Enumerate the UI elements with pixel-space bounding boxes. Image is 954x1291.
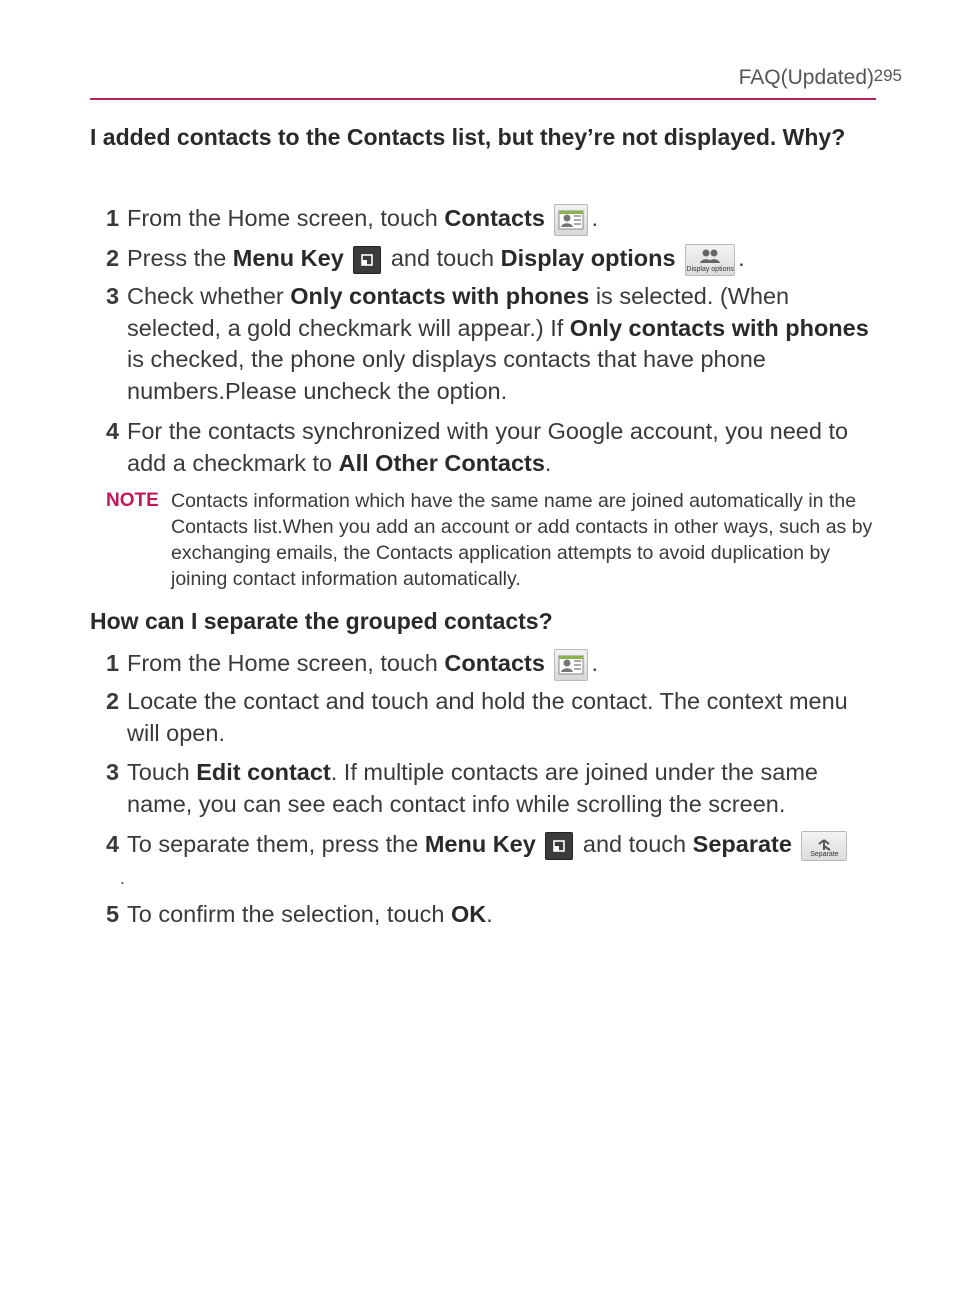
page-header <box>90 62 902 100</box>
step-number: 3 <box>106 283 120 309</box>
q2-step-5: 5 To confirm the selection, touch OK. <box>106 899 881 931</box>
q1-step-3: 3 Check whether Only contacts with phones is selected. (When selected, a gold checkmark will appear.) If Only contacts with phones is checked, the phone only displays contacts that have phone numbers.Please uncheck the option. <box>106 283 869 404</box>
display-options-icon <box>685 244 735 276</box>
q1-step-1: 1 From the Home screen, touch Contacts . <box>106 203 881 236</box>
step-number: 5 <box>106 901 120 927</box>
separate-icon <box>801 831 847 861</box>
note-text: Contacts information which have the same name are joined automatically in the Contacts list.When you add an account or add contacts in other ways, such as by exchanging emails, the Contacts application attempts to avoid duplication by joining contact information automatically. <box>171 490 873 590</box>
step-4-period: . <box>120 868 126 888</box>
page-number: 295 <box>873 66 902 85</box>
q1-step-4: 4 For the contacts synchronized with your Google account, you need to add a checkmark to All Other Contacts. <box>106 418 849 476</box>
step-number: 1 <box>106 205 120 231</box>
step-number: 2 <box>106 245 120 271</box>
contacts-icon <box>554 649 588 681</box>
note-label: NOTE <box>106 490 159 511</box>
menu-key-icon <box>353 246 381 274</box>
step-number: 3 <box>106 759 120 785</box>
contacts-icon <box>554 204 588 236</box>
step-number: 4 <box>106 418 120 444</box>
q2-step-3: 3 Touch Edit contact. If multiple contacts are joined under the same name, you can see each contact info while scrolling the screen. <box>106 759 818 817</box>
question-2-title: How can I separate the grouped contacts? <box>90 608 553 634</box>
separate-caption: Separate <box>810 850 839 858</box>
step-number: 1 <box>106 650 120 676</box>
q2-step-2: 2 Locate the contact and touch and hold the contact. The context menu will open. <box>106 688 848 746</box>
q2-step-1: 1 From the Home screen, touch Contacts . <box>106 648 881 681</box>
question-1-title: I added contacts to the Contacts list, but they’re not displayed. Why? <box>90 124 846 150</box>
menu-key-icon <box>545 832 573 860</box>
q2-step-4: 4 To separate them, press the Menu Key and touch Separate Separate <box>106 829 881 861</box>
step-number: 2 <box>106 688 120 714</box>
note-box <box>106 488 886 592</box>
q1-step-2: 2 Press the Menu Key and touch Display options Display options . <box>106 243 881 276</box>
section-title: FAQ(Updated) <box>738 66 874 89</box>
step-number: 4 <box>106 831 120 857</box>
display-options-caption: Display options <box>686 265 734 273</box>
